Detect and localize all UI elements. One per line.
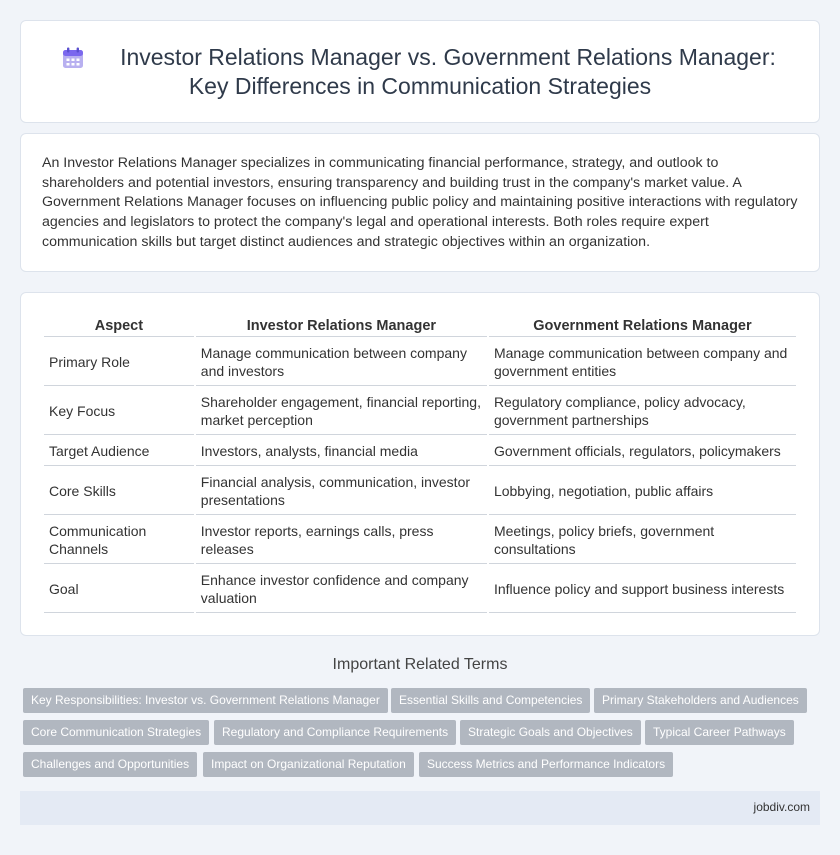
related-tag[interactable]: Success Metrics and Performance Indicators (419, 752, 673, 777)
cell-government: Manage communication between company and government entities (489, 337, 796, 386)
table-row (44, 466, 796, 515)
page-title (21, 43, 819, 101)
cell-investor: Enhance investor confidence and company valuation (196, 564, 487, 613)
table-row (44, 386, 796, 435)
intro-text: An Investor Relations Manager specializes in communicating financial performance, strategy, and outlook to shareholders and potential investors, ensuring transparency and building trust in the company's market value. A Government Relations Manager focuses on influencing public policy and maintaining positive interactions with regulatory agencies and legislators to protect the company's legal and operational interests. Both roles require expert communication skills but target distinct audiences and strategic objectives within an organization. (42, 155, 798, 250)
cell-aspect: Communication Channels (44, 515, 194, 564)
cell-government: Government officials, regulators, policymakers (489, 435, 796, 466)
cell-government: Meetings, policy briefs, government consultations (489, 515, 796, 564)
related-tag[interactable]: Primary Stakeholders and Audiences (594, 688, 807, 713)
cell-aspect: Target Audience (44, 435, 194, 466)
cell-government: Regulatory compliance, policy advocacy, government partnerships (489, 386, 796, 435)
related-tag[interactable]: Core Communication Strategies (23, 720, 209, 745)
cell-investor: Shareholder engagement, financial reporting, market perception (196, 386, 487, 435)
comparison-table (42, 316, 798, 613)
footer-site-link[interactable]: jobdiv.com (753, 800, 810, 814)
header-aspect: Aspect (44, 316, 194, 337)
intro-card (20, 133, 820, 272)
table-row (44, 337, 796, 386)
related-terms-title: Important Related Terms (332, 656, 508, 673)
footer (20, 791, 820, 825)
page-title-line2: Key Differences in Communication Strategies (188, 73, 652, 99)
table-row (44, 515, 796, 564)
cell-government: Influence policy and support business interests (489, 564, 796, 613)
table-row (44, 435, 796, 466)
cell-aspect: Core Skills (44, 466, 194, 515)
table-header-row (44, 316, 796, 337)
cell-aspect: Key Focus (44, 386, 194, 435)
page-title-line1: Investor Relations Manager vs. Government Relations Manager: (120, 44, 776, 70)
related-tag[interactable]: Challenges and Opportunities (23, 752, 197, 777)
cell-government: Lobbying, negotiation, public affairs (489, 466, 796, 515)
comparison-card (20, 292, 820, 636)
header-government: Government Relations Manager (489, 316, 796, 337)
related-tag[interactable]: Typical Career Pathways (645, 720, 794, 745)
cell-aspect: Goal (44, 564, 194, 613)
related-tag[interactable]: Key Responsibilities: Investor vs. Government Relations Manager (23, 688, 388, 713)
cell-investor: Financial analysis, communication, investor presentations (196, 466, 487, 515)
cell-investor: Investors, analysts, financial media (196, 435, 487, 466)
related-tag[interactable]: Impact on Organizational Reputation (203, 752, 414, 777)
header-card (20, 20, 820, 123)
related-tag[interactable]: Regulatory and Compliance Requirements (214, 720, 456, 745)
cell-aspect: Primary Role (44, 337, 194, 386)
cell-investor: Manage communication between company and investors (196, 337, 487, 386)
related-tag[interactable]: Essential Skills and Competencies (391, 688, 590, 713)
table-row (44, 564, 796, 613)
header-investor: Investor Relations Manager (196, 316, 487, 337)
cell-investor: Investor reports, earnings calls, press releases (196, 515, 487, 564)
related-tag[interactable]: Strategic Goals and Objectives (460, 720, 641, 745)
